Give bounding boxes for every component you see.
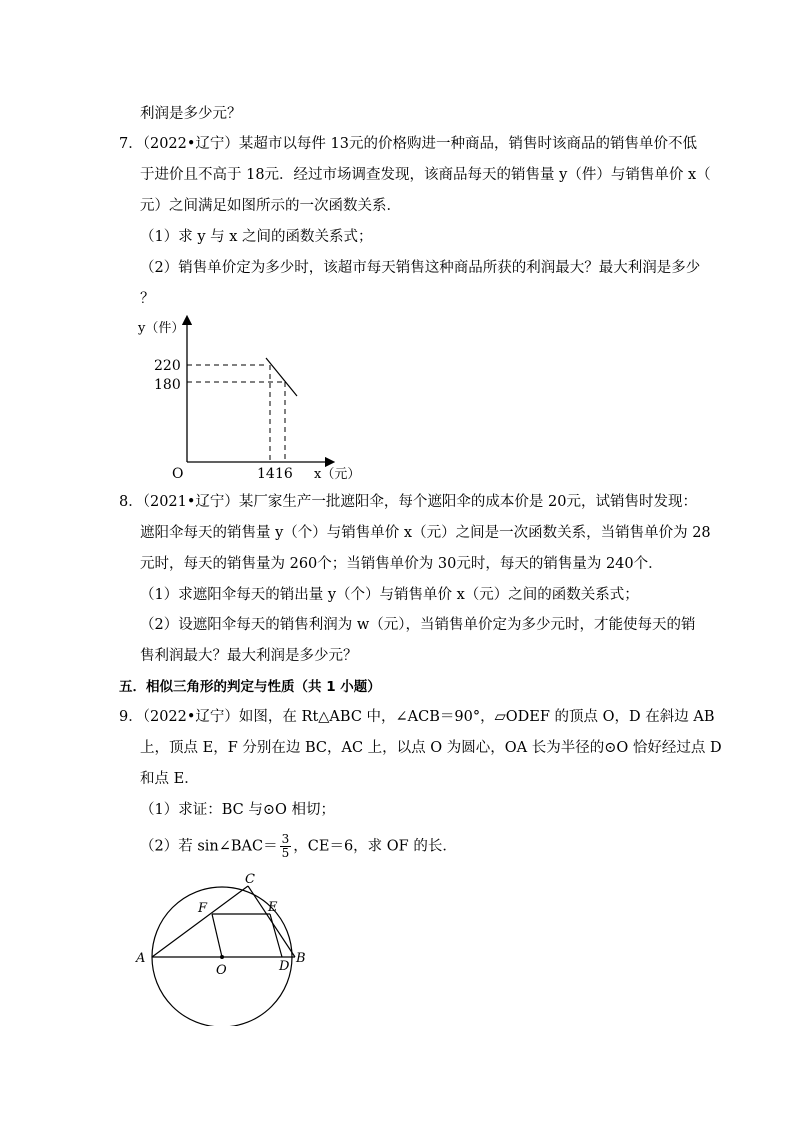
x-tick-16: 16 [275, 466, 293, 482]
segment-ac [152, 886, 248, 957]
q6-tail: 利润是多少元？ [140, 106, 242, 122]
q8-line-1: 8．（2021•辽宁）某厂家生产一批遮阳伞，每个遮阳伞的成本价是 20元，试销售时发现： [119, 494, 697, 510]
label-o: O [216, 963, 227, 978]
section-heading: 五．相似三角形的判定与性质（共 1 小题） [119, 679, 381, 695]
q8-line-3: 元时，每天的销售量为 260个；当销售单价为 30元时，每天的销售量为 240个． [140, 556, 663, 572]
q7-line-3: 元）之间满足如图所示的一次函数关系． [140, 198, 401, 214]
fraction [280, 833, 292, 860]
q7-part-1: （1）求 y 与 x 之间的函数关系式； [140, 229, 373, 245]
function-line [266, 358, 297, 396]
fraction-denominator: 5 [281, 846, 290, 860]
q7-part-2: （2）销售单价定为多少时，该超市每天销售这种商品所获的利润最大？最大利润是多少 [140, 260, 701, 276]
label-a: A [136, 951, 146, 966]
q8-part-2: （2）设遮阳伞每天的销售利润为 w（元），当销售单价定为多少元时，才能使每天的销 [140, 617, 696, 633]
q9-part-2-pre: （2）若 sin∠BAC＝ [140, 838, 278, 855]
segment-fo [212, 914, 222, 957]
q9-part-2 [140, 833, 457, 860]
label-c: C [245, 872, 255, 887]
label-b: B [296, 951, 306, 966]
q8-part-2-cont: 售利润最大？最大利润是多少元？ [140, 648, 358, 664]
label-e: E [268, 900, 278, 915]
fraction-numerator: 3 [281, 832, 290, 846]
q8-part-1: （1）求遮阳伞每天的销出量 y（个）与销售单价 x（元）之间的函数关系式； [140, 587, 639, 603]
q9-geometry-figure [130, 866, 330, 1026]
q9-part-2-post: ，CE＝6，求 OF 的长． [293, 838, 457, 855]
label-f: F [198, 901, 208, 916]
y-tick-180: 180 [154, 377, 181, 393]
x-axis-label: x（元） [314, 467, 361, 482]
q7-line-graph [130, 310, 370, 485]
q9-line-2: 上，顶点 E，F 分别在边 BC，AC 上，以点 O 为圆心，OA 长为半径的⊙O 恰好经过点 D [140, 740, 722, 756]
q7-line-1: 7．（2022•辽宁）某超市以每件 13元的价格购进一种商品，销售时该商品的销售单价不低 [119, 136, 697, 152]
q7-line-2: 于进价且不高于 18元．经过市场调查发现，该商品每天的销售量 y（件）与销售单价 x（ [140, 167, 711, 183]
q8-line-2: 遮阳伞每天的销售量 y（个）与销售单价 x（元）之间是一次函数关系，当销售单价为 28 [140, 525, 711, 541]
q7-part-2-cont: ？ [140, 291, 155, 307]
x-tick-14: 14 [257, 466, 275, 482]
y-axis-label: y（件） [138, 321, 185, 336]
q9-line-3: 和点 E． [140, 771, 199, 787]
y-tick-220: 220 [154, 358, 181, 374]
label-d: D [279, 959, 290, 974]
center-point-o [220, 955, 224, 959]
q9-part-1: （1）求证：BC 与⊙O 相切； [140, 802, 335, 818]
q9-line-1: 9．（2022•辽宁）如图，在 Rt△ABC 中，∠ACB＝90°，▱ODEF 的顶点 O，D 在斜边 AB [119, 709, 715, 725]
origin-label: O [172, 466, 184, 482]
